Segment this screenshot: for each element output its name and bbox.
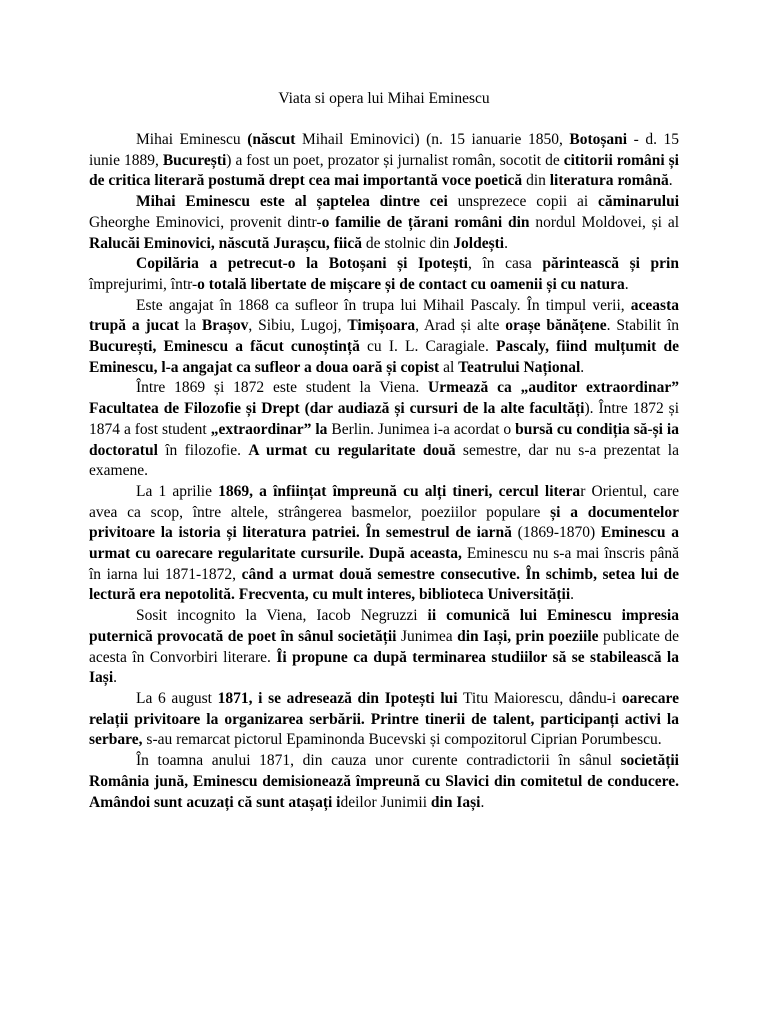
text-run: Între 1869 și 1872 este student la Viena. <box>136 379 429 397</box>
text-run: nordul Moldovei, și al <box>529 213 680 231</box>
text-run: , în casa <box>467 255 543 273</box>
text-run: . <box>113 669 117 687</box>
text-run: . <box>504 234 508 252</box>
text-run: r Orientul, care avea ca scop, între altele, strângerea basmelor, poeziilor populare <box>89 482 679 521</box>
text-run: (1869-1870) <box>511 524 601 542</box>
text-run: o totală libertate de mișcare și de contact cu oamenii și cu natura <box>197 275 625 293</box>
paragraph <box>89 378 679 482</box>
text-run: Joldești <box>453 234 505 252</box>
text-run: o familie de țărani români din <box>321 213 530 231</box>
text-run: unsprezece copii ai <box>447 193 599 211</box>
text-run: Copilăria a petrecut-o la Botoșani și Ipotești <box>136 255 468 273</box>
paragraph <box>89 482 679 606</box>
text-run: - d. 15 iunie 1889, <box>89 131 679 169</box>
text-run: părintească și prin <box>542 255 679 273</box>
text-run: 1869, a înființat împreună cu alți tineri, cercul litera <box>218 482 581 500</box>
text-run: Teatrului Național <box>458 358 581 376</box>
text-run: Brașov <box>201 317 249 335</box>
text-run: Mihai Eminescu este al șaptelea dintre cei <box>136 193 448 211</box>
text-run: 1871, i se adresează din Ipotești lui <box>217 689 458 707</box>
text-run: A urmat cu regularitate două <box>248 441 456 459</box>
text-run: din Iași <box>430 793 481 811</box>
text-run: în filozofie. <box>157 441 249 459</box>
text-run: , Sibiu, Lugoj, <box>248 317 348 335</box>
text-run: literatura română <box>549 172 669 190</box>
text-run: . <box>624 275 629 293</box>
paragraph <box>89 606 679 689</box>
text-run: Mihai Eminescu <box>136 131 248 148</box>
text-run: Junimea <box>396 627 458 645</box>
text-run: bursă cu condiția să-și ia doctoratul <box>89 420 679 459</box>
text-run: cititorii români și de critica literară postumă drept cea mai importantă voce poetică <box>89 151 679 190</box>
text-run: . <box>570 586 574 604</box>
text-run: Botoșani <box>569 131 628 148</box>
text-run: căminarului <box>598 193 679 211</box>
paragraph <box>89 296 679 379</box>
text-run: orașe bănățene <box>505 317 607 335</box>
paragraph <box>89 689 679 751</box>
text-run: semestre, dar nu s-a prezentat la examene. <box>89 441 679 480</box>
text-run: Ralucăi Eminovici, născută Jurașcu, fiică <box>89 234 362 252</box>
paragraph <box>89 130 679 192</box>
text-run: ). Între 1872 și 1874 a fost student <box>89 400 680 438</box>
text-run: din Iași, prin poeziile <box>457 627 599 645</box>
text-run: împrejurimi, într- <box>89 275 198 293</box>
paragraph <box>89 192 679 254</box>
text-run: , Arad și alte <box>415 317 506 335</box>
text-run: La 6 august <box>136 689 218 707</box>
text-run: . <box>580 358 585 376</box>
text-run: Eminescu nu s-a mai înscris până în iarna lui 1871-1872, <box>89 545 680 583</box>
document-body <box>89 130 679 813</box>
text-run: la <box>179 317 202 335</box>
text-run: Sosit incognito la Viena, Iacob Negruzzi <box>136 607 428 625</box>
text-run: ii comunică lui Eminescu impresia puternică provocată de poet în sânul societății <box>89 607 679 645</box>
text-run: și a documentelor privitoare la istoria și literatura patriei. În semestrul de iarnă <box>89 503 679 542</box>
text-run: Urmează ca „auditor extraordinar” Facultatea de Filozofie și Drept (dar audiază și cursuri de la alte facultăți <box>89 379 679 418</box>
text-run: oarecare relații privitoare la organizarea serbării. Printre tinerii de talent, participanți activi la serbare, <box>89 689 679 749</box>
text-run: La 1 aprilie <box>136 482 219 500</box>
text-run: Gheorghe Eminovici, provenit dintr- <box>89 213 322 231</box>
text-run: . <box>668 172 673 190</box>
text-run: societății România jună, Eminescu demisionează împreună cu Slavici din comitetul de conducere. Amândoi sunt acuzați că sunt atașați i <box>89 752 679 811</box>
paragraph <box>89 254 679 295</box>
text-run: Pascaly, fiind mulțumit de Eminescu, l-a angajat ca sufleor a doua oară și copist <box>89 338 679 376</box>
text-run: când a urmat două semestre consecutive. În schimb, setea lui de lectură era nepotolită. Frecventa, cu mult interes, biblioteca Universității <box>89 565 680 604</box>
text-run: de stolnic din <box>361 234 454 252</box>
text-run: În toamna anului 1871, din cauza unor curente contradictorii în sânul <box>136 752 621 770</box>
text-run: București, Eminescu a făcut cunoștință <box>89 338 360 356</box>
text-run: Este angajat în 1868 ca sufleor în trupa lui Mihail Pascaly. În timpul verii, <box>136 296 631 314</box>
text-run: Mihail Eminovici) (n. 15 ianuarie 1850, <box>295 131 570 148</box>
text-run: Titu Maiorescu, dându-i <box>457 689 622 707</box>
text-run: . Stabilit în <box>606 317 680 335</box>
text-run: ) a fost un poet, prozator și jurnalist român, socotit de <box>226 151 564 169</box>
text-run: Eminescu a urmat cu oarecare regularitate cursurile. După aceasta, <box>89 524 679 563</box>
text-run: Berlin. Junimea i-a acordat o <box>327 420 516 438</box>
text-run: publicate de acesta în Convorbiri literare. <box>89 627 679 666</box>
text-run: deilor Junimii <box>340 793 431 811</box>
text-run: al <box>439 358 459 376</box>
text-run: Timișoara <box>347 317 416 335</box>
text-run: . <box>480 793 485 811</box>
text-run: s-au remarcat pictorul Epaminonda Bucevski și compozitorul Ciprian Porumbescu. <box>142 731 662 749</box>
text-run: București <box>162 151 227 169</box>
paragraph <box>89 751 679 813</box>
document-title: Viata si opera lui Mihai Eminescu <box>278 90 490 107</box>
text-run: (născut <box>247 131 296 148</box>
text-run: cu I. L. Caragiale. <box>359 338 496 356</box>
text-run: din <box>522 172 550 190</box>
text-run: Îi propune ca după terminarea studiilor să se stabilească la Iași <box>89 648 679 687</box>
text-run: aceasta trupă a jucat <box>89 296 679 335</box>
text-run: „extraordinar” la <box>210 420 328 438</box>
